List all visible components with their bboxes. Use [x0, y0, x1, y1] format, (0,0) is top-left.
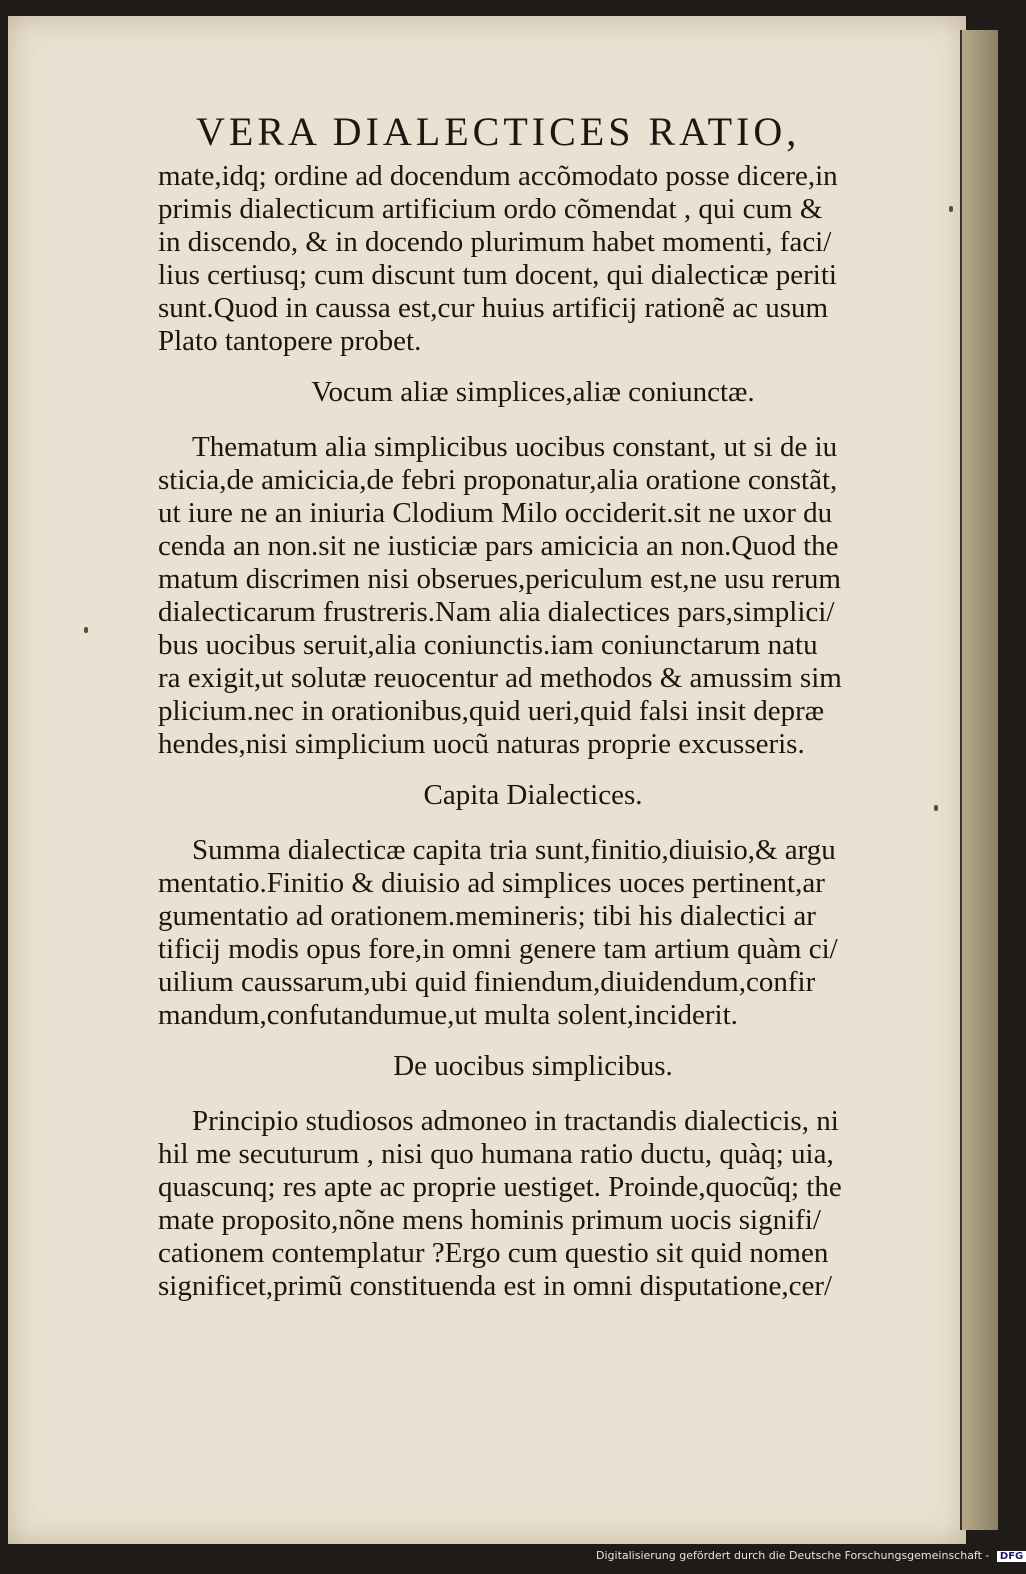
text-line: cationem contemplatur ?Ergo cum questio sit quid nomen: [158, 1237, 829, 1269]
text-line: primis dialecticum artificium ordo cõmendat , qui cum &: [158, 193, 823, 225]
digitization-footer: [596, 1549, 1026, 1562]
text-line: lius certiusq; cum discunt tum docent, qui dialecticæ periti: [158, 259, 837, 291]
text-line: hendes,nisi simplicium uocũ naturas proprie excusseris.: [158, 728, 805, 760]
text-line: cenda an non.sit ne iusticiæ pars amicicia an non.Quod the: [158, 530, 839, 562]
text-line: hil me secuturum , nisi quo humana ratio ductu, quàq; uia,: [158, 1138, 834, 1170]
text-line: matum discrimen nisi obserues,periculum est,ne usu rerum: [158, 563, 841, 595]
footer-text: Digitalisierung gefördert durch die Deutsche Forschungsgemeinschaft -: [596, 1549, 990, 1562]
paragraph-4: [158, 1105, 908, 1303]
paragraph-2: [158, 431, 908, 761]
text-line: Summa dialecticæ capita tria sunt,finitio,diuisio,& argu: [192, 834, 836, 866]
margin-mark: [934, 805, 938, 811]
section-heading: Vocum aliæ simplices,aliæ coniunctæ.: [311, 376, 755, 408]
text-line: Plato tantopere probet.: [158, 325, 422, 357]
text-line: bus uocibus seruit,alia coniunctis.iam coniunctarum natu: [158, 629, 818, 661]
text-line: quascunq; res apte ac proprie uestiget. Proinde,quocũq; the: [158, 1171, 842, 1203]
text-line: gumentatio ad orationem.memineris; tibi his dialectici ar: [158, 900, 816, 932]
text-line: significet,primũ constituenda est in omni disputatione,cer/: [158, 1270, 833, 1302]
text-line: mate proposito,nõne mens hominis primum uocis signifi/: [158, 1204, 821, 1236]
paragraph-3: [158, 834, 908, 1032]
paragraph-1: [158, 160, 908, 358]
text-line: mandum,confutandumue,ut multa solent,inciderit.: [158, 999, 738, 1031]
page-edge: [960, 30, 998, 1530]
text-line: Principio studiosos admoneo in tractandis dialecticis, ni: [192, 1105, 839, 1137]
text-line: plicium.nec in orationibus,quid ueri,quid falsi insit depræ: [158, 695, 825, 727]
dfg-logo-icon: DFG: [997, 1551, 1026, 1562]
text-line: Thematum alia simplicibus uocibus constant, ut si de iu: [192, 431, 838, 463]
text-line: uilium caussarum,ubi quid finiendum,diuidendum,confir: [158, 966, 816, 998]
text-line: ra exigit,ut solutæ reuocentur ad methodos & amussim sim: [158, 662, 842, 694]
text-line: in discendo, & in docendo plurimum habet momenti, faci/: [158, 226, 832, 258]
running-head: VERA DIALECTICES RATIO,: [196, 109, 801, 154]
margin-mark: [84, 627, 88, 633]
text-line: ut iure ne an iniuria Clodium Milo occiderit.sit ne uxor du: [158, 497, 833, 529]
main-text: [158, 160, 908, 1303]
text-line: mentatio.Finitio & diuisio ad simplices uoces pertinent,ar: [158, 867, 825, 899]
text-line: mate,idq; ordine ad docendum accõmodato posse dicere,in: [158, 160, 838, 192]
text-line: sunt.Quod in caussa est,cur huius artificij rationẽ ac usum: [158, 292, 829, 324]
text-line: dialecticarum frustreris.Nam alia dialectices pars,simplici/: [158, 596, 835, 628]
section-heading: De uocibus simplicibus.: [393, 1050, 673, 1082]
text-line: tificij modis opus fore,in omni genere tam artium quàm ci/: [158, 933, 838, 965]
section-heading: Capita Dialectices.: [423, 779, 643, 811]
margin-mark: [949, 206, 953, 212]
text-line: sticia,de amicicia,de febri proponatur,alia oratione constãt,: [158, 464, 838, 496]
